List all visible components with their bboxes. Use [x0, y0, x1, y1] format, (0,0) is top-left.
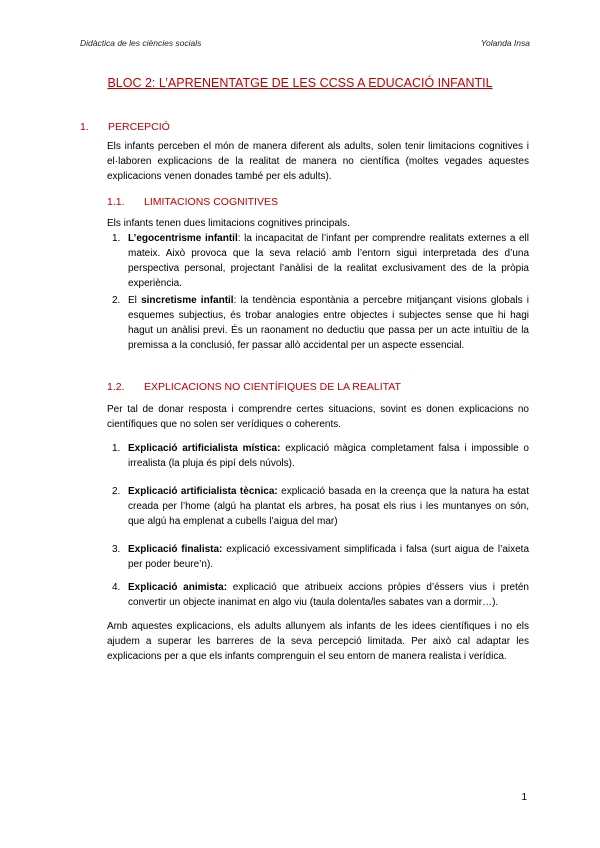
- section-1-number: 1.: [80, 121, 89, 133]
- list-item-term: Explicació animista:: [128, 582, 228, 593]
- section-1-intro: Els infants perceben el món de manera diferent als adults, solen tenir limitacions cognitives i el·laboren explicacions de la realitat de manera no científica (moltes vegades aquestes explicacions venen donades també per els adults).: [107, 141, 529, 182]
- list-item: [107, 441, 529, 471]
- section-1-2-number: 1.2.: [107, 381, 125, 393]
- list-item-text: explicació que atribueix accions pròpies d’éssers vius i pretén convertir un objecte inanimat en algo viu (taula dolenta/les sabates van a dormir…).: [128, 582, 529, 608]
- list-item: [107, 580, 529, 610]
- list-item-text: : la tendència espontània a percebre mitjançant visions globals i esquemes subjectius, és trobar analogies entre objectes i subjectes sense que hi hagi hagut un anàlisi previ. És un raonament no deductiu que passa per un acte intuïtiu de la premissa a la conclusió, fer passar allò accidental per un aspecte essencial.: [128, 295, 530, 351]
- section-1-1-title: LIMITACIONS COGNITIVES: [144, 196, 278, 208]
- list-item-term: L’egocentrisme infantil: [128, 233, 238, 244]
- list-item-number: 2.: [112, 486, 121, 497]
- page-number: 1: [521, 792, 527, 803]
- list-item: [107, 231, 529, 291]
- section-1-1-heading: [107, 196, 278, 208]
- header-course: Didàctica de les ciències socials: [80, 38, 202, 48]
- list-item-number: 2.: [112, 295, 121, 306]
- list-item-text: explicació basada en la creença que la natura ha estat creada per l’home (algú ha plantat els arbres, ha posat els rius i les muntanyes on són, que algú ha emplenat a cubells l’aigua del mar): [128, 486, 529, 527]
- list-item-number: 1.: [112, 233, 121, 244]
- section-1-1-number: 1.1.: [107, 196, 125, 208]
- list-item-text: : la incapacitat de l’infant per comprendre realitats externes a ell mateix. Això provoca que la seva relació amb l’entorn sigui interpretada des d’una perspectiva personal, projectant l’anàlisi de la realitat exclusivament des de la pròpia experiència.: [128, 233, 529, 289]
- section-1-1-intro: Els infants tenen dues limitacions cognitives principals.: [107, 218, 350, 229]
- list-item-number: 4.: [112, 582, 121, 593]
- section-1-2-intro: Per tal de donar resposta i comprendre certes situacions, sovint es donen explicacions no científiques que no solen ser verídiques o coherents.: [107, 404, 529, 430]
- header-author: Yolanda Insa: [480, 38, 530, 48]
- list-item-number: 1.: [112, 443, 121, 454]
- list-item: [107, 542, 529, 572]
- list-item-prefix: El: [128, 295, 142, 306]
- list-item: [107, 484, 529, 529]
- section-1-2-heading: [107, 381, 401, 393]
- list-item-term: Explicació artificialista tècnica:: [128, 486, 278, 497]
- list-item-text: explicació excessivament simplificada i falsa (surt aigua de l’aixeta per poder beure’n).: [128, 544, 530, 570]
- list-item-term: Explicació finalista:: [128, 544, 223, 555]
- document-title: BLOC 2: L’APRENENTATGE DE LES CCSS A EDUCACIÓ INFANTIL: [107, 76, 493, 90]
- list-item-number: 3.: [112, 544, 121, 555]
- section-1-title: PERCEPCIÓ: [108, 121, 170, 133]
- list-item-text: explicació màgica completament falsa i impossible o irrealista (la pluja és pipí dels núvols).: [128, 443, 529, 469]
- list-item: [107, 293, 529, 353]
- list-item-term: Explicació artificialista mística:: [128, 443, 281, 454]
- section-1-heading: [80, 121, 170, 133]
- section-1-2-title: EXPLICACIONS NO CIENTÍFIQUES DE LA REALITAT: [144, 381, 401, 393]
- section-1-2-closing: Amb aquestes explicacions, els adults allunyem als infants de les idees científiques i no els ajudem a superar les barreres de la seva percepció limitada. Per això cal adaptar les explicacions per a que els infants comprenguin el seu entorn de manera realista i verídica.: [107, 621, 529, 662]
- list-item-term: sincretisme infantil: [141, 295, 234, 306]
